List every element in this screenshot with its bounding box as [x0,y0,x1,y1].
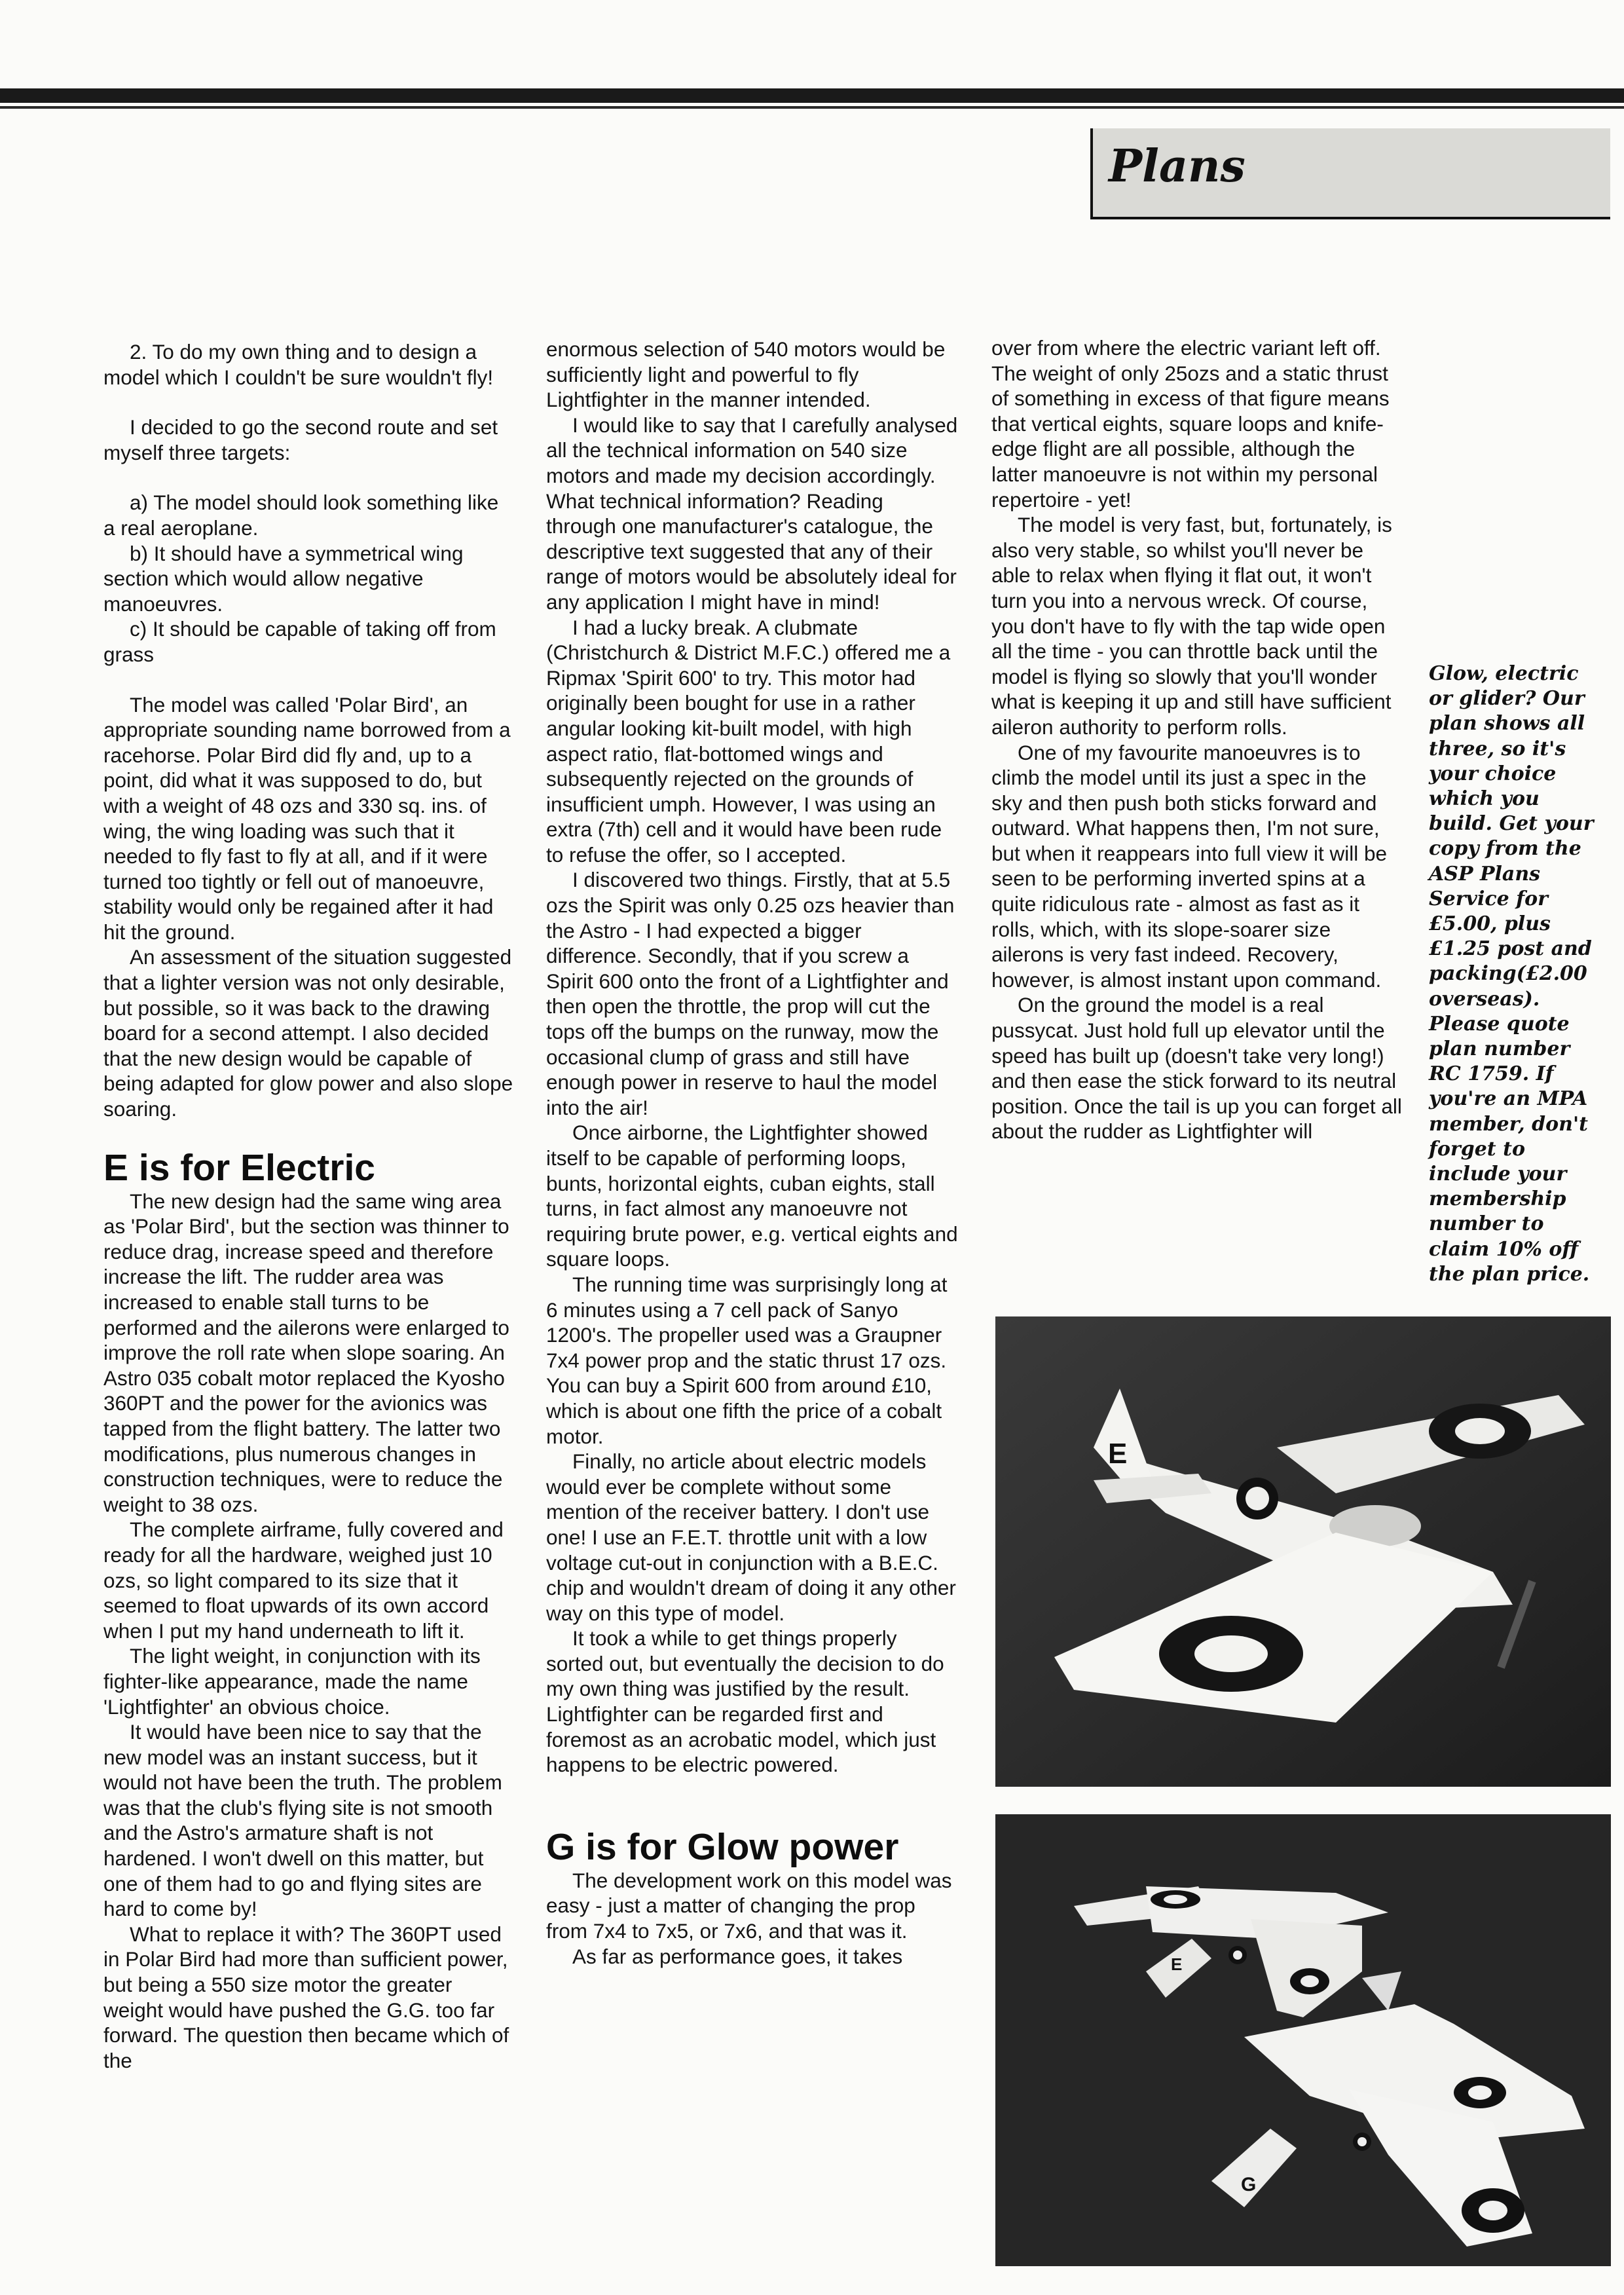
paragraph: The running time was surprisingly long at 6 minutes using a 7 cell pack of Sanyo 1200's. The propeller used was a Graupner 7x4 power prop and the static thrust 17 ozs. You can buy a Spirit 600 from around £10, which is about one fifth the price of a cobalt motor. [546,1272,948,1448]
list-item: a) The model should look something like a real aeroplane. [103,491,499,540]
paragraph: The light weight, in conjunction with its fighter-like appearance, made the name 'Lightfighter' an obvious choice. [103,1644,481,1719]
column-2 [546,337,959,1969]
paragraph: As far as performance goes, it takes [572,1944,903,1968]
paragraph: Once airborne, the Lightfighter showed itself to be capable of performing loops, bunts, horizontal eights, cuban eights, stall turns, in fact almost any manoeuvre not requiring brute power, e.g. vertical eights and square loops. [546,1121,958,1271]
fin-letter-front: G [1241,2174,1257,2195]
paragraph: It would have been nice to say that the new model was an instant success, but it would not have been the truth. The problem was that the club's flying site is not smooth and the Astro's armature shaft is not hardened. I won't dwell on this matter, but one of them had to go and flying sites are hard to come by! [103,1720,502,1921]
paragraph: 2. To do my own thing and to design a model which I couldn't be sure wouldn't fly! [103,340,494,389]
list-item: b) It should have a symmetrical wing section which would allow negative manoeuvres. [103,541,464,616]
paragraph: Finally, no article about electric models would ever be complete without some mention of the receiver battery. I don't use one! I use an F.E.T. throttle unit with a low voltage cut-out in conjunction with a B.E.C. chip and wouldn't dream of doing it any other way on this type of model. [546,1449,956,1625]
top-rule-thin [0,106,1624,109]
photo-lightfighter-electric [995,1316,1611,1787]
paragraph: over from where the electric variant left off. The weight of only 25ozs and a static thrust of something in excess of that figure means that vertical eights, square loops and knife-edge flight are all possible, although the latter manoeuvre is not within my personal repertoire - yet! [991,336,1390,512]
paragraph: The new design had the same wing area as 'Polar Bird', but the section was thinner to reduce drag, increase speed and therefore increase the lift. The rudder area was increased to enable stall turns to be performed and the ailerons were enlarged to improve the roll rate when slope soaring. An Astro 035 cobalt motor replaced the Kyosho 360PT and the power for the avionics was tapped from the flight battery. The latter two modifications, plus numerous changes in construction techniques, were to reduce the weight to 38 ozs. [103,1189,509,1516]
top-rule [0,88,1624,103]
paragraph: The model was called 'Polar Bird', an appropriate sounding name borrowed from a racehorse. Polar Bird did fly and, up to a point, did what it was supposed to do, but with a weight of 48 ozs and 330 sq. ins. of wing, the wing loading was such that it needed to fly fast to fly at all, and if it were turned too tightly or fell out of manoeuvre, stability would only be regained after it had hit the ground. [103,692,511,944]
section-heading-glow: G is for Glow power [546,1825,899,1868]
section-tag [1090,128,1610,219]
fin-letter: E [1108,1438,1128,1470]
paragraph: It took a while to get things properly sorted out, but eventually the decision to do my own thing was justified by the result. Lightfighter can be regarded first and foremost as an acrobatic model, which just happens to be electric powered. [546,1626,944,1777]
paragraph: enormous selection of 540 motors would be sufficiently light and powerful to fly Lightfighter in the manner intended. [546,337,946,412]
section-heading-electric: E is for Electric [103,1146,376,1189]
plan-offer-sidebar: Glow, electric or glider? Our plan shows all three, so it's your choice which you build. Get your copy from the ASP Plans Service for £5.00, plus £1.25 post and packing(£2.00 overseas). Please quote plan number RC 1759. If you're an MPA member, don't forget to include your membership number to claim 10% off the plan price. [1429,662,1594,1286]
column-1 [103,339,515,2073]
paragraph: I had a lucky break. A clubmate (Christchurch & District M.F.C.) offered me a Ripmax 'Spirit 600' to try. This motor had originally been bought for use in a rather angular looking kit-built model, with high aspect ratio, flat-bottomed wings and subsequently rejected on the grounds of insufficient umph. However, I was using an extra (7th) cell and it would have been rude to refuse the offer, so I accepted. [546,615,951,867]
paragraph: I discovered two things. Firstly, that at 5.5 ozs the Spirit was only 0.25 ozs heavier than the Astro - I had expected a bigger difference. Secondly, that if you screw a Spirit 600 onto the front of a Lightfighter and then open the throttle, the prop will cut the tops off the bumps on the runway, mow the occasional clump of grass and still have enough power in reserve to haul the model into the air! [546,868,955,1119]
list-item: c) It should be capable of taking off from grass [103,617,496,666]
column-3 [991,335,1403,1144]
paragraph: One of my favourite manoeuvres is to climb the model until its just a spec in the sky and then push both sticks forward and outward. What happens then, I'm not sure, but when it reappears into full view it will be seen to be performing inverted spins at a quite ridiculous rate - almost as fast as it rolls, which, with its slope-soarer size ailerons is very fast indeed. Recovery, however, is almost instant upon command. [991,740,1388,992]
paragraph: The complete airframe, fully covered and ready for all the hardware, weighed just 10 ozs, so light compared to its size that it seemed to float upwards of its own accord when I put my hand underneath to lift it. [103,1518,504,1643]
fin-letter-back: E [1171,1954,1183,1974]
paragraph: The model is very fast, but, fortunately, is also very stable, so whilst you'll never be able to relax when flying it flat out, it won't turn you into a nervous wreck. Of course, you don't have to fly with the tap wide open all the time - you can throttle back until the model is flying so slowly that you'll wonder what is keeping it up and still have sufficient aileron authority to perform rolls. [991,513,1392,739]
paragraph: I decided to go the second route and set myself three targets: [103,415,498,464]
paragraph: On the ground the model is a real pussycat. Just hold full up elevator until the speed has built up (doesn't take very long!) and then ease the stick forward to its neutral position. Once the tail is up you can forget all about the rudder as Lightfighter will [991,993,1402,1144]
paragraph: The development work on this model was easy - just a matter of changing the prop from 7x4 to 7x5, or 7x6, and that was it. [546,1868,952,1943]
paragraph: I would like to say that I carefully analysed all the technical information on 540 size motors and made my decision accordingly. What technical information? Reading through one manufacturer's catalogue, the descriptive text suggested that any of their range of motors would be absolutely ideal for any application I might have in mind! [546,413,958,614]
photo-lightfighter-pair [995,1814,1611,2266]
paragraph: What to replace it with? The 360PT used in Polar Bird had more than sufficient power, but being a 550 size motor the greater weight would have pushed the G.G. too far forward. The question then became which of the [103,1922,509,2072]
section-label: Plans [1109,140,1246,193]
paragraph: An assessment of the situation suggested that a lighter version was not only desirable, but possible, so it was back to the drawing board for a second attempt. I also decided that the new design would be capable of being adapted for glow power and also slope soaring. [103,945,513,1121]
